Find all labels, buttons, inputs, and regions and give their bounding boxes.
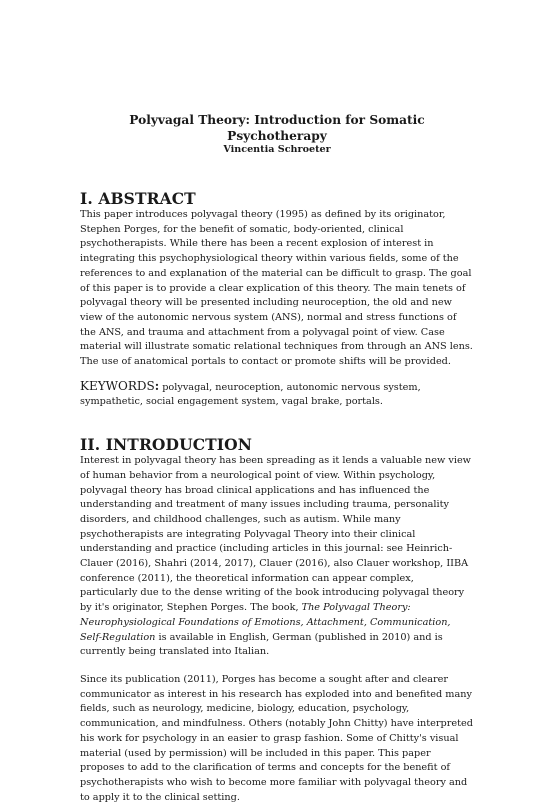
- introduction-p1-start: Interest in polyvagal theory has been spreading as it lends a valuable new view of human behavior from a neurological point of view. Within psychology, polyvagal theory has broad clinical applications and has influenced the understanding and treatment of many issues including trauma, personality disorders, and childhood challenges, such as autism. While many psychotherapists are integrating Polyvagal Theory into their clinical understanding and practice (including articles in this journal: see Heinrich-Clauer (2016), Shahri (2014, 2017), Clauer (2016), also Clauer workshop, IIBA conference (2011), the theoretical information can appear complex, particularly due to the dense writing of the book introducing polyvagal theory by it's originator, Stephen Porges. The book,: [80, 455, 471, 614]
- abstract-body: This paper introduces polyvagal theory (1995) as defined by its originator, Stephen Porges, for the benefit of somatic, body-oriented, clinical psychotherapists. While there has been a recent explosion of interest in integrating this psychophysiological theory within various fields, some of the references to and explanation of the material can be difficult to grasp. The goal of this paper is to provide a clear explication of this theory. The main tenets of polyvagal theory will be presented including neuroception, the old and new view of the autonomic nervous system (ANS), normal and stress functions of the ANS, and trauma and attachment from a polyvagal point of view. Case material will illustrate somatic relational techniques from through an ANS lens. The use of anatomical portals to contact or promote shifts will be provided.: [80, 209, 473, 368]
- keywords-label: KEYWORDS: [80, 378, 155, 393]
- paper-author: Vincentia Schroeter: [223, 144, 331, 155]
- keywords-text: polyvagal, neuroception, autonomic nervous system, sympathetic, social engagement system, vagal brake, portals.: [80, 381, 421, 408]
- paper-page: [80, 112, 474, 805]
- abstract-heading: I. ABSTRACT: [80, 189, 196, 208]
- introduction-p1-end: is available in English, German (published in 2010) and is currently being translated into Italian.: [80, 631, 443, 658]
- introduction-paragraph-1: [80, 454, 474, 660]
- keywords-line: [80, 379, 474, 410]
- introduction-heading: II. INTRODUCTION: [80, 435, 252, 455]
- keywords-colon: :: [154, 378, 160, 393]
- introduction-paragraph-2: Since its publication (2011), Porges has become a sought after and clearer communicator as interest in his research has exploded into and benefited many fields, such as neurology, medicine, biology, education, psychology, communication, and mindfulness. Others (notably John Chitty) have interpreted his work for psychology in an easier to grasp fashion. Some of Chitty's visual material (used by permission) will be included in this paper. This paper proposes to add to the clarification of terms and concepts for the benefit of psychotherapists who wish to become more familiar with polyvagal theory and to apply it to the clinical setting.: [80, 673, 473, 803]
- paper-title: Polyvagal Theory: Introduction for Somatic Psychotherapy: [129, 113, 425, 143]
- book-title: The Polyvagal Theory: Neurophysiological Foundations of Emotions, Attachment, Communication, Self-Regulation: [80, 602, 451, 643]
